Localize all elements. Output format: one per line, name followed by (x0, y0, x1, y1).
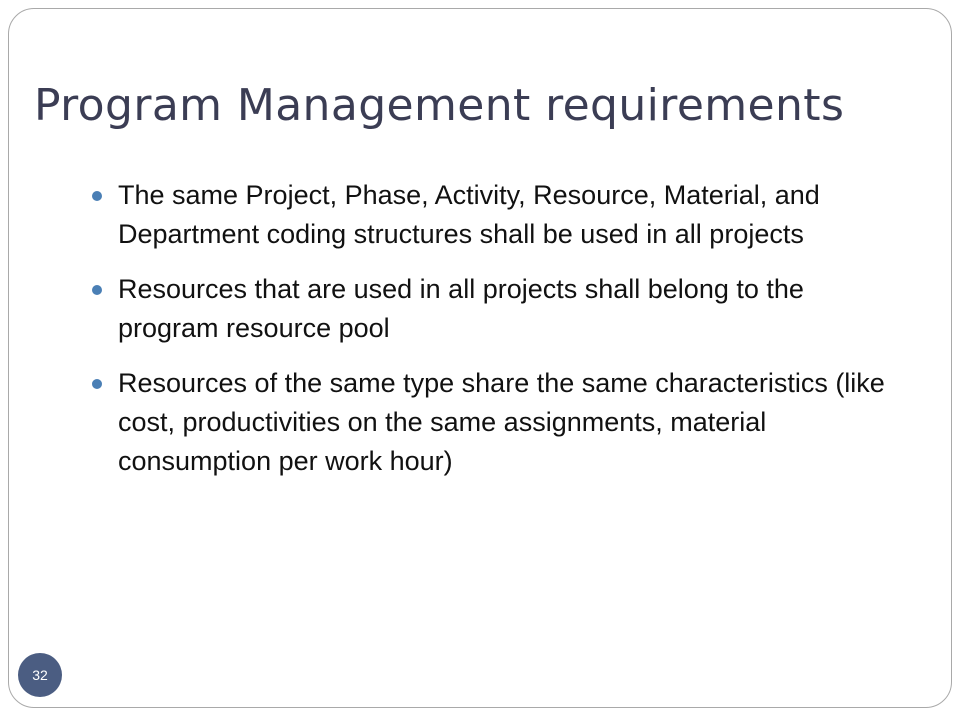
bullet-item (90, 364, 910, 481)
bullet-text: The same Project, Phase, Activity, Resource, Material, and Department coding structures shall be used in all projects (118, 180, 820, 249)
slide-title: Program Management requirements (34, 80, 845, 131)
bullet-text: Resources of the same type share the same characteristics (like cost, productivities on the same assignments, material consumption per work hour) (118, 368, 885, 476)
bullet-item (90, 176, 910, 254)
bullet-item (90, 270, 910, 348)
bullet-dot-icon (92, 191, 102, 201)
bullet-dot-icon (92, 285, 102, 295)
bullet-list (90, 176, 910, 497)
bullet-dot-icon (92, 379, 102, 389)
bullet-text: Resources that are used in all projects shall belong to the program resource pool (118, 274, 804, 343)
page-number-badge: 32 (18, 653, 62, 697)
